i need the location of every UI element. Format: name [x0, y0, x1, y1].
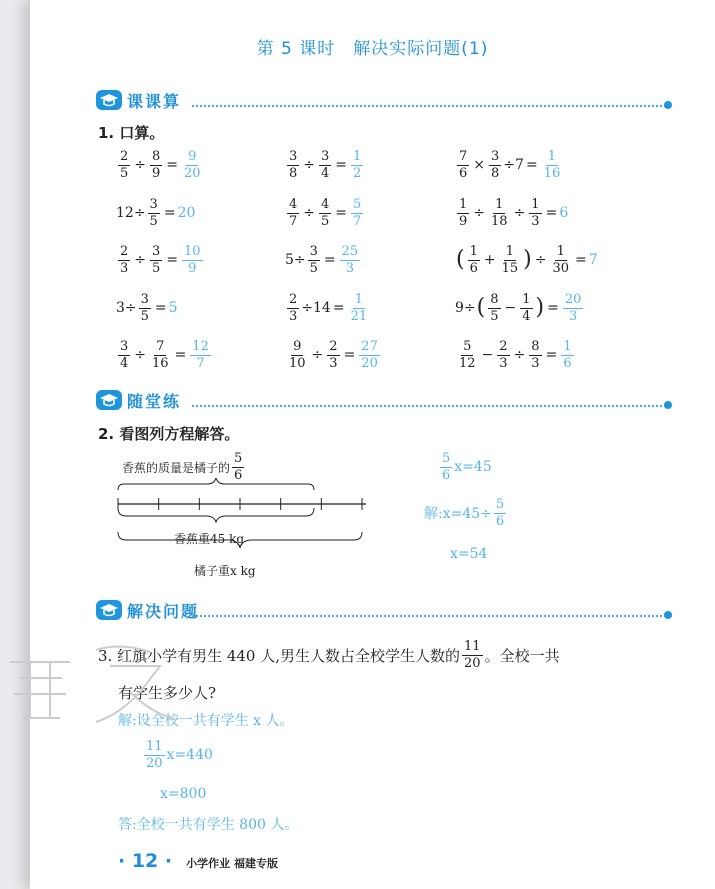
calc-item: $\frac{9}{10}$ ÷ $\frac{2}{3}$ = $\frac{27}{20}$ [285, 340, 382, 370]
q3-question-line1: 3. 红旗小学有男生 440 人,男生人数占全校学生人数的 $\frac{11}{20}$ 。全校一共 [98, 639, 560, 671]
calc-item: $\frac{2}{5}$ ÷ $\frac{8}{9}$ = $\frac{9}{20}$ [116, 150, 205, 180]
answer: 20 [177, 205, 196, 222]
section-label: 课课算 [127, 92, 182, 111]
banana-top-brace [118, 478, 314, 490]
graduation-cap-icon [96, 390, 122, 410]
q3-question-line2: 有学生多少人? [118, 684, 217, 702]
watermark-logo [0, 622, 200, 732]
calc-item: $\frac{1}{9}$ ÷ $\frac{1}{18}$ ÷ $\frac{1}{3}$ = 6 [459, 197, 569, 229]
calc-item: $\frac{3}{8}$ ÷ $\frac{3}{4}$ = $\frac{1}{2}$ [285, 150, 365, 180]
calc-item: 9÷ ( $\frac{8}{5}$ − $\frac{1}{4}$ ) = $\frac{20}{3}$ [455, 293, 585, 323]
answer: 7 [588, 252, 598, 269]
banana-bottom-brace [118, 508, 314, 522]
q3-solution-line1: 解:设全校一共有学生 x 人。 [118, 713, 294, 729]
calc-item: 12÷ $\frac{3}{5}$ = 20 [116, 197, 196, 229]
answer: $\frac{1}{6}$ [563, 339, 572, 371]
bar-diagram [114, 478, 414, 558]
q2-solution-line2: 解:x=45÷ $\frac{5}{6}$ [424, 497, 505, 529]
q3-solution-line2: $\frac{11}{20}$ x=440 [146, 739, 213, 771]
page-footer [118, 850, 278, 872]
graduation-cap-icon [96, 90, 122, 110]
orange-weight-label: 橘子重x kg [194, 564, 256, 578]
book-name: 小学作业 福建专版 [186, 857, 278, 870]
calc-item: 5÷ $\frac{3}{5}$ = $\frac{25}{3}$ [285, 245, 362, 275]
diagram-top-label: 香蕉的质量是橘子的 $\frac{5}{6}$ [122, 451, 243, 483]
answer: $\frac{10}{9}$ [184, 244, 201, 276]
answer: $\frac{12}{7}$ [192, 339, 209, 371]
q1-title: 1. 口算。 [98, 124, 165, 142]
calc-item: ( $\frac{1}{6}$ + $\frac{1}{15}$ ) ÷ $\frac{1}{30}$ = 7 [456, 244, 598, 276]
q3-solution-line3: x=800 [160, 786, 207, 802]
answer: 6 [559, 205, 569, 222]
section-header-practice [96, 388, 672, 414]
answer: $\frac{5}{7}$ [353, 197, 362, 229]
answer: $\frac{9}{20}$ [184, 149, 201, 181]
dotted-rule [192, 405, 666, 407]
answer: $\frac{1}{21}$ [350, 292, 368, 324]
answer: $\frac{20}{3}$ [564, 292, 582, 324]
answer: $\frac{1}{2}$ [353, 149, 362, 181]
banana-weight-label: 香蕉重45 kg [174, 532, 245, 546]
page-title: 第 5 课时 解决实际问题(1) [256, 39, 489, 59]
rule-end-dot [664, 611, 672, 619]
dotted-rule [192, 615, 666, 617]
page-number: · 12 · [118, 850, 173, 872]
workbook-page [30, 0, 715, 889]
q2-solution-line1: $\frac{5}{6}$ x=45 [442, 451, 492, 483]
calc-item: $\frac{4}{7}$ ÷ $\frac{4}{5}$ = $\frac{5}{7}$ [285, 198, 365, 228]
calc-item: $\frac{2}{3}$ ÷14 = $\frac{1}{21}$ [285, 293, 371, 323]
calc-item: 3÷ $\frac{3}{5}$ = 5 [116, 292, 178, 324]
section-header-drill [96, 88, 672, 114]
section-label: 随堂练 [127, 392, 182, 411]
answer: $\frac{25}{3}$ [341, 244, 359, 276]
dotted-rule [192, 105, 666, 107]
answer: $\frac{27}{20}$ [361, 339, 378, 371]
calc-item: $\frac{3}{4}$ ÷ $\frac{7}{16}$ = $\frac{12}{7}$ [116, 340, 213, 370]
calc-item: $\frac{5}{12}$ − $\frac{2}{3}$ ÷ $\frac{8}{3}$ = $\frac{1}{6}$ [455, 340, 576, 370]
calc-item: $\frac{2}{3}$ ÷ $\frac{3}{5}$ = $\frac{10}{9}$ [116, 245, 205, 275]
q2-title: 2. 看图列方程解答。 [98, 425, 240, 443]
rule-end-dot [664, 401, 672, 409]
section-label: 解决问题 [127, 602, 200, 621]
calc-item: $\frac{7}{6}$ × $\frac{3}{8}$ ÷7 = $\frac{1}{16}$ [455, 150, 564, 180]
rule-end-dot [664, 101, 672, 109]
q2-solution-line3: x=54 [450, 546, 488, 562]
q3-answer: 答:全校一共有学生 800 人。 [118, 817, 299, 833]
graduation-cap-icon [96, 600, 122, 620]
section-header-problem-solving [96, 598, 672, 624]
answer: 5 [168, 300, 178, 317]
answer: $\frac{1}{16}$ [543, 149, 561, 181]
